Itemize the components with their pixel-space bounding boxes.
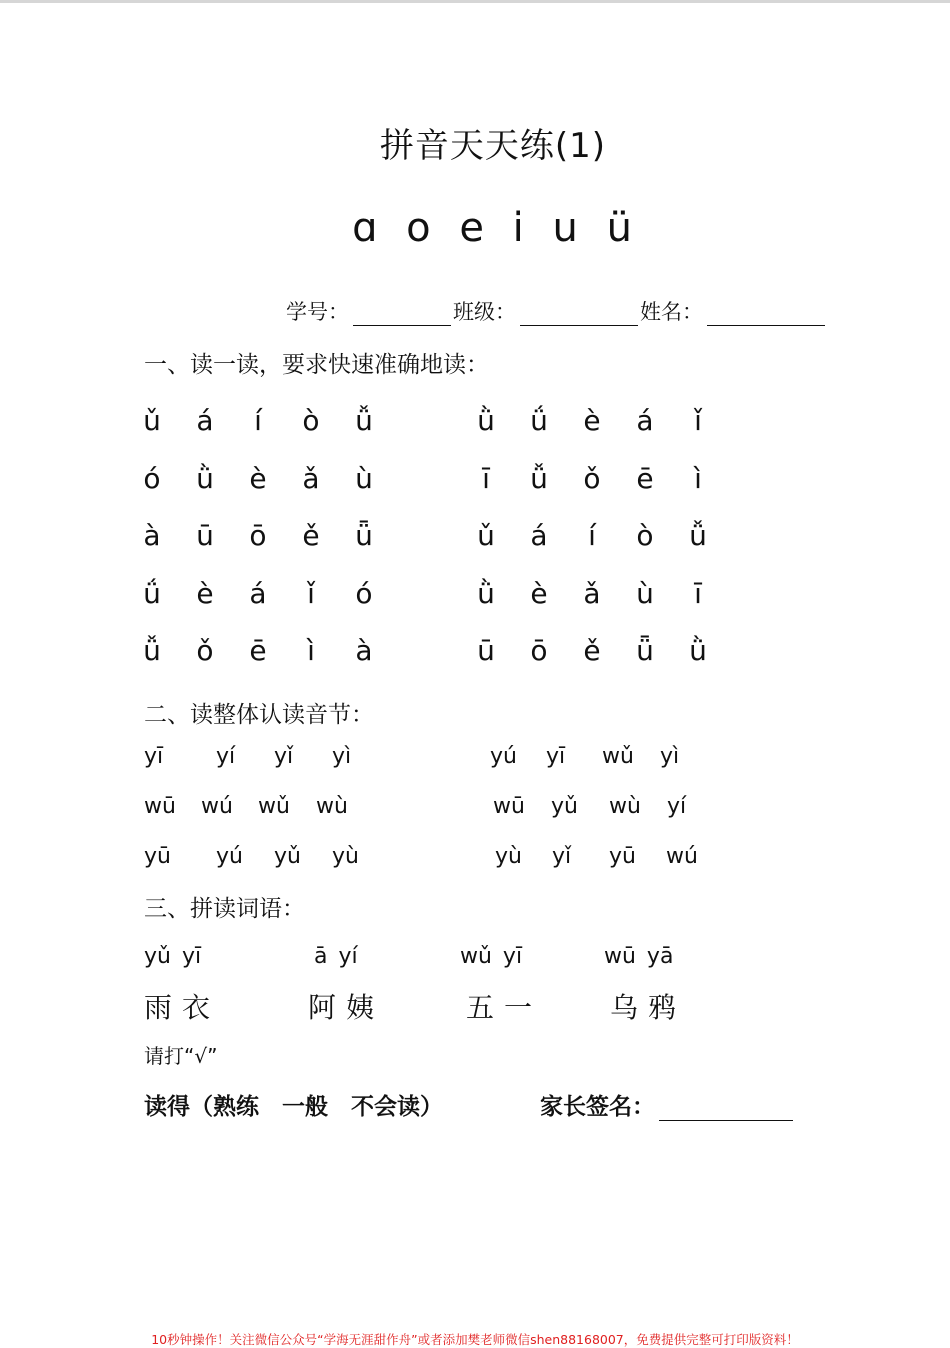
class-label: 班级： [453, 300, 516, 324]
pinyin-item: ō [249, 519, 267, 552]
word-pinyin: wǔ yī [460, 944, 523, 969]
syllable: yī [144, 744, 164, 769]
student-id-label: 学号： [286, 300, 349, 324]
pinyin-item: ǘ [143, 577, 161, 610]
pinyin-item: ù [636, 577, 654, 610]
syllable: yù [495, 844, 522, 869]
name-blank[interactable] [707, 301, 825, 326]
student-id-blank[interactable] [353, 301, 451, 326]
pinyin-item: á [636, 404, 654, 437]
name-label: 姓名： [640, 300, 703, 324]
word-hanzi: 五一 [466, 991, 543, 1024]
pinyin-item: ǔ [143, 404, 161, 437]
syllable: yì [660, 744, 680, 769]
pinyin-item: ū [477, 634, 495, 667]
pinyin-item: ō [530, 634, 548, 667]
pinyin-item: ǚ [143, 634, 161, 667]
class-field [453, 296, 638, 326]
pinyin-item: ò [636, 519, 654, 552]
syllable: yǔ [274, 844, 301, 869]
page-title: 拼音天天练(1) [379, 126, 607, 166]
pinyin-item: è [530, 577, 548, 610]
pinyin-item: ǜ [689, 634, 707, 667]
pinyin-item: ē [636, 462, 654, 495]
syllable: wù [316, 794, 348, 819]
pinyin-item: è [583, 404, 601, 437]
pinyin-item: ǚ [355, 404, 373, 437]
pinyin-item: ǘ [530, 404, 548, 437]
syllable: yū [609, 844, 636, 869]
reading-rating: 读得（熟练 一般 不会读） [144, 1094, 443, 1120]
syllable: yǔ [551, 794, 578, 819]
syllable: wù [609, 794, 641, 819]
pinyin-item: ǎ [583, 577, 601, 610]
pinyin-item: ó [143, 462, 161, 495]
pinyin-item: ī [694, 577, 702, 610]
syllable: yì [332, 744, 352, 769]
word-hanzi: 雨衣 [144, 991, 221, 1024]
word-pinyin: ā yí [314, 944, 358, 969]
syllable: yí [216, 744, 236, 769]
pinyin-item: ǜ [477, 577, 495, 610]
section1-title: 一、读一读，要求快速准确地读： [144, 352, 489, 378]
pinyin-item: ī [482, 462, 490, 495]
vowel-heading: ɑ o e i u ü [352, 205, 634, 251]
word-pinyin: yǔ yī [144, 944, 202, 969]
pinyin-item: ǒ [196, 634, 214, 667]
pinyin-item: ē [249, 634, 267, 667]
pinyin-item: ù [355, 462, 373, 495]
pinyin-item: á [249, 577, 267, 610]
top-border [0, 0, 950, 3]
pinyin-item: ò [302, 404, 320, 437]
pinyin-item: ǐ [694, 404, 702, 437]
pinyin-item: ǚ [689, 519, 707, 552]
promo-footer: 10秒钟操作！关注微信公众号“学海无涯甜作舟”或者添加樊老师微信shen88168007，免费提供完整可打印版资料！ [151, 1332, 799, 1347]
parent-signature-field [540, 1088, 793, 1121]
syllable: yū [144, 844, 171, 869]
section2-title: 二、读整体认读音节： [144, 702, 374, 728]
pinyin-item: ǎ [302, 462, 320, 495]
word-hanzi: 阿姨 [308, 991, 385, 1024]
pinyin-item: ǜ [196, 462, 214, 495]
section3-title: 三、拼读词语： [144, 896, 305, 922]
pinyin-item: è [249, 462, 267, 495]
syllable: yí [667, 794, 687, 819]
word-hanzi: 乌鸦 [610, 991, 687, 1024]
word-pinyin: wū yā [604, 944, 674, 969]
pinyin-item: ǜ [477, 404, 495, 437]
pinyin-item: ě [583, 634, 601, 667]
pinyin-item: ū [196, 519, 214, 552]
pinyin-item: à [355, 634, 373, 667]
pinyin-item: ǖ [636, 634, 654, 667]
student-id-field [286, 296, 451, 326]
syllable: wú [666, 844, 698, 869]
parent-signature-blank[interactable] [659, 1096, 793, 1121]
syllable: wū [493, 794, 525, 819]
syllable: yú [216, 844, 243, 869]
pinyin-item: ǐ [307, 577, 315, 610]
syllable: wǔ [602, 744, 634, 769]
pinyin-item: ì [694, 462, 702, 495]
pinyin-item: à [143, 519, 161, 552]
syllable: yú [490, 744, 517, 769]
pinyin-item: í [588, 519, 596, 552]
pinyin-item: è [196, 577, 214, 610]
parent-signature-label: 家长签名： [540, 1094, 655, 1120]
pinyin-item: í [254, 404, 262, 437]
pinyin-item: á [196, 404, 214, 437]
pinyin-item: ǖ [355, 519, 373, 552]
check-hint: 请打“√” [144, 1044, 218, 1068]
syllable: yǐ [552, 844, 572, 869]
pinyin-item: á [530, 519, 548, 552]
syllable: yī [546, 744, 566, 769]
syllable: wū [144, 794, 176, 819]
syllable: wǔ [258, 794, 290, 819]
class-blank[interactable] [520, 301, 638, 326]
pinyin-item: ǔ [477, 519, 495, 552]
pinyin-item: ì [307, 634, 315, 667]
syllable: yù [332, 844, 359, 869]
pinyin-item: ǒ [583, 462, 601, 495]
name-field [640, 296, 825, 326]
pinyin-item: ó [355, 577, 373, 610]
syllable: yǐ [274, 744, 294, 769]
syllable: wú [201, 794, 233, 819]
pinyin-item: ǚ [530, 462, 548, 495]
pinyin-item: ě [302, 519, 320, 552]
